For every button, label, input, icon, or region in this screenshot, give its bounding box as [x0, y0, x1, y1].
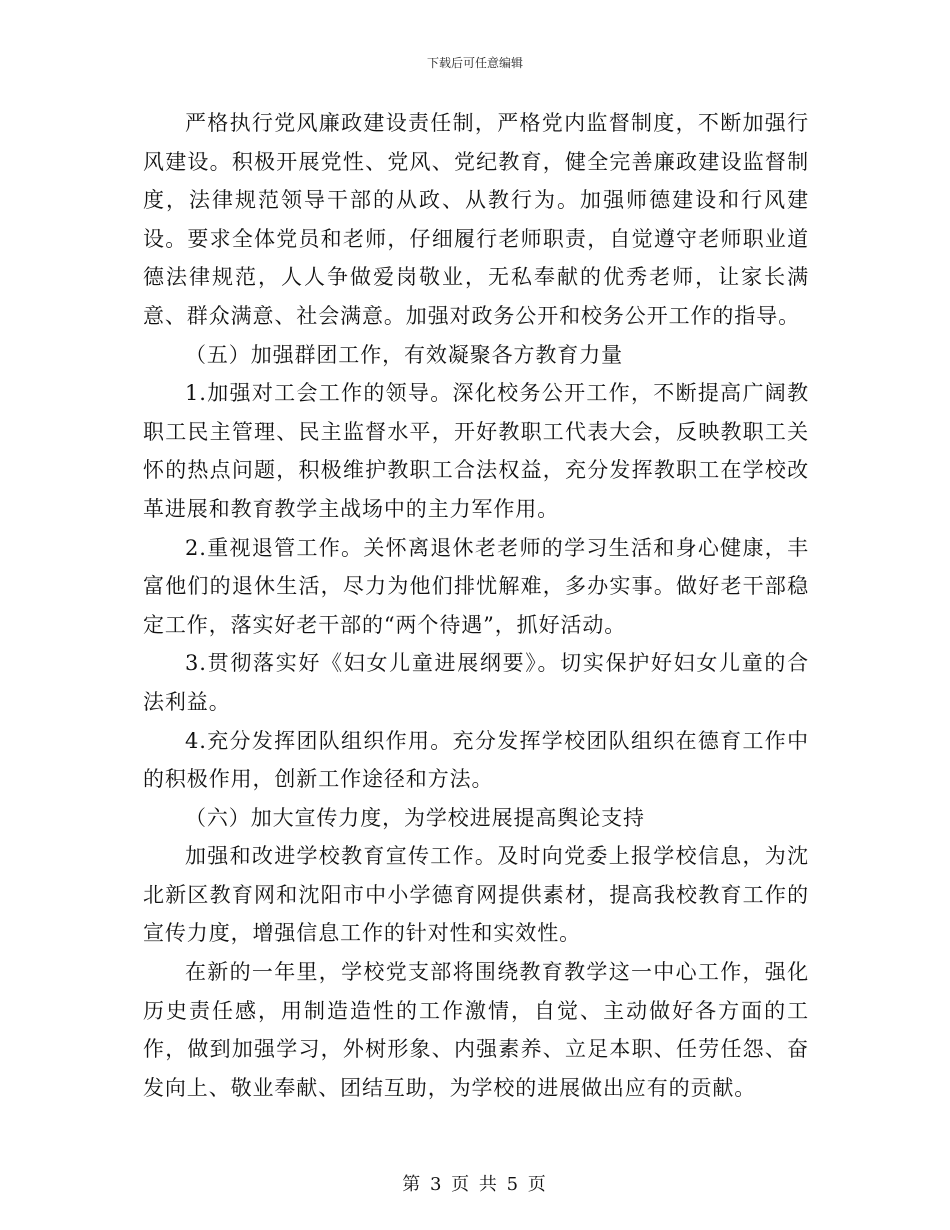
section-heading-6: （六）加大宣传力度，为学校进展提高舆论支持 [185, 805, 645, 830]
list-item-youth-orgs: 4.充分发挥团队组织作用。充分发挥学校团队组织在德育工作中的积极作用，创新工作途径和方法。 [143, 728, 809, 792]
page-number: 第 3 页 共 5 页 [402, 1174, 548, 1195]
paragraph-conclusion: 在新的一年里，学校党支部将围绕教育教学这一中心工作，强化历史责任感，用制造造性的工作激情，自觉、主动做好各方面的工作，做到加强学习，外树形象、内强素养、立足本职、任劳任怨、奋发向上、敬业奉献、团结互助，为学校的进展做出应有的贡献。 [143, 960, 809, 1100]
section-heading-5: （五）加强群团工作，有效凝聚各方教育力量 [185, 342, 623, 367]
paragraph-publicity: 加强和改进学校教育宣传工作。及时向党委上报学校信息，为沈北新区教育网和沈阳市中小学德育网提供素材，提高我校教育工作的宣传力度，增强信息工作的针对性和实效性。 [143, 844, 809, 946]
list-item-women-children: 3.贯彻落实好《妇女儿童进展纲要》。切实保护好妇女儿童的合法利益。 [143, 651, 809, 714]
document-body [143, 104, 809, 1107]
list-item-union: 1.加强对工会工作的领导。深化校务公开工作，不断提高广阔教职工民主管理、民主监督水平，开好教职工代表大会，反映教职工关怀的热点问题，积极维护教职工合法权益，充分发挥教职工在学校改革进展和教育教学主战场中的主力军作用。 [143, 381, 809, 521]
page-header: 下载后可任意编辑 [426, 56, 523, 70]
list-item-retirees: 2.重视退管工作。关怀离退休老老师的学习生活和身心健康，丰富他们的退休生活，尽力为他们排忧解难，多办实事。做好老干部稳定工作，落实好老干部的“两个待遇”，抓好活动。 [143, 535, 809, 637]
paragraph-integrity: 严格执行党风廉政建设责任制，严格党内监督制度，不断加强行风建设。积极开展党性、党风、党纪教育，健全完善廉政建设监督制度，法律规范领导干部的从政、从教行为。加强师德建设和行风建设。要求全体党员和老师，仔细履行老师职责，自觉遵守老师职业道德法律规范，人人争做爱岗敬业，无私奉献的优秀老师，让家长满意、群众满意、社会满意。加强对政务公开和校务公开工作的指导。 [143, 111, 809, 328]
